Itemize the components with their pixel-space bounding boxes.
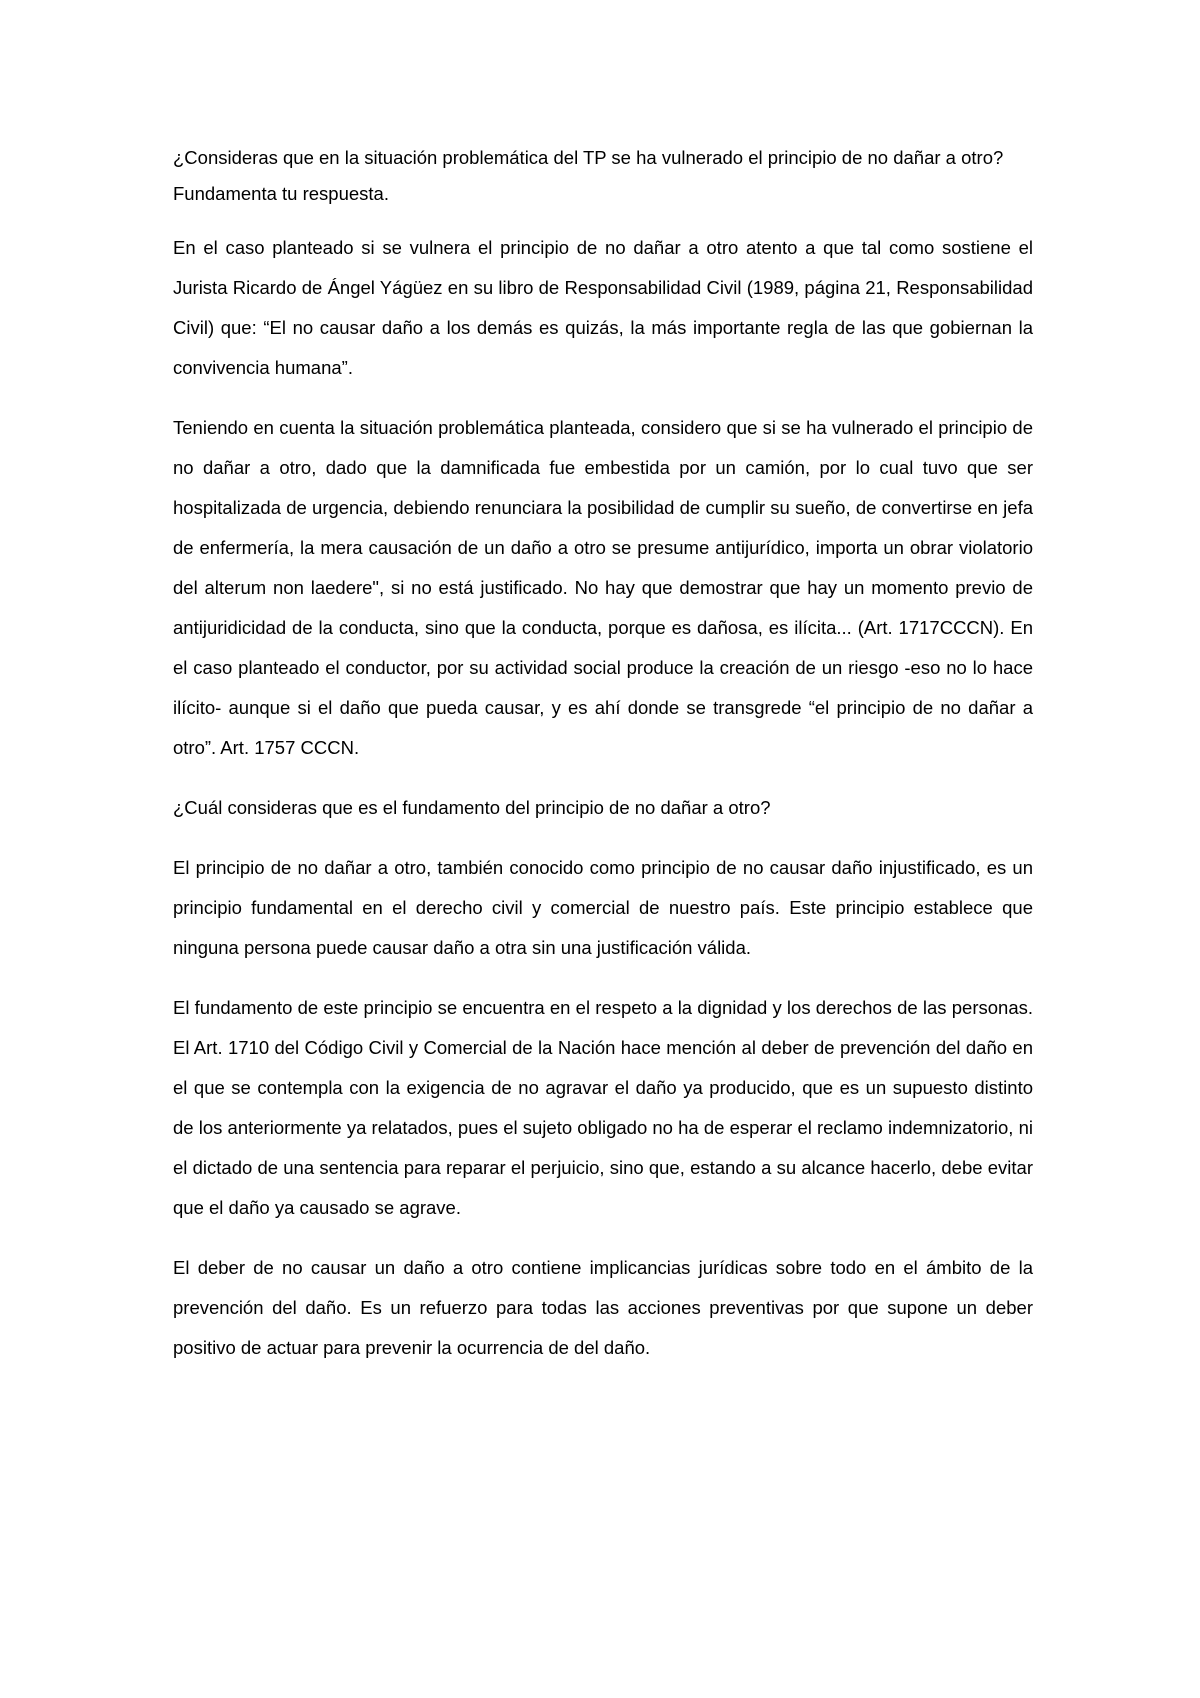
document-page — [173, 140, 1033, 1388]
answer-paragraph: Teniendo en cuenta la situación problemática planteada, considero que si se ha vulnerado el principio de no dañar a otro, dado que la damnificada fue embestida por un camión, por lo cual tuvo que ser hospitalizada de urgencia, debiendo renunciara la posibilidad de cumplir su sueño, de convertirse en jefa de enfermería, la mera causación de un daño a otro se presume antijurídico, importa un obrar violatorio del alterum non laedere", si no está justificado. No hay que demostrar que hay un momento previo de antijuridicidad de la conducta, sino que la conducta, porque es dañosa, es ilícita... (Art. 1717CCCN). En el caso planteado el conductor, por su actividad social produce la creación de un riesgo -eso no lo hace ilícito- aunque si el daño que pueda causar, y es ahí donde se transgrede “el principio de no dañar a otro”. Art. 1757 CCCN. — [173, 417, 1033, 758]
answer-paragraph: El fundamento de este principio se encuentra en el respeto a la dignidad y los derechos de las personas. El Art. 1710 del Código Civil y Comercial de la Nación hace mención al deber de prevención del daño en el que se contempla con la exigencia de no agravar el daño ya producido, que es un supuesto distinto de los anteriormente ya relatados, pues el sujeto obligado no ha de esperar el reclamo indemnizatorio, ni el dictado de una sentencia para reparar el perjuicio, sino que, estando a su alcance hacerlo, debe evitar que el daño ya causado se agrave. — [173, 997, 1033, 1218]
question-paragraph: ¿Cuál consideras que es el fundamento del principio de no dañar a otro? — [173, 797, 771, 818]
answer-paragraph: El deber de no causar un daño a otro contiene implicancias jurídicas sobre todo en el ámbito de la prevención del daño. Es un refuerzo para todas las acciones preventivas por que supone un deber positivo de actuar para prevenir la ocurrencia de del daño. — [173, 1257, 1033, 1358]
answer-paragraph: En el caso planteado si se vulnera el principio de no dañar a otro atento a que tal como sostiene el Jurista Ricardo de Ángel Yágüez en su libro de Responsabilidad Civil (1989, página 21, Responsabilidad Civil) que: “El no causar daño a los demás es quizás, la más importante regla de las que gobiernan la convivencia humana”. — [173, 237, 1033, 378]
answer-paragraph: El principio de no dañar a otro, también conocido como principio de no causar daño injustificado, es un principio fundamental en el derecho civil y comercial de nuestro país. Este principio establece que ninguna persona puede causar daño a otra sin una justificación válida. — [173, 857, 1033, 958]
question-paragraph: ¿Consideras que en la situación problemática del TP se ha vulnerado el principio de no dañar a otro? Fundamenta tu respuesta. — [173, 147, 1004, 204]
